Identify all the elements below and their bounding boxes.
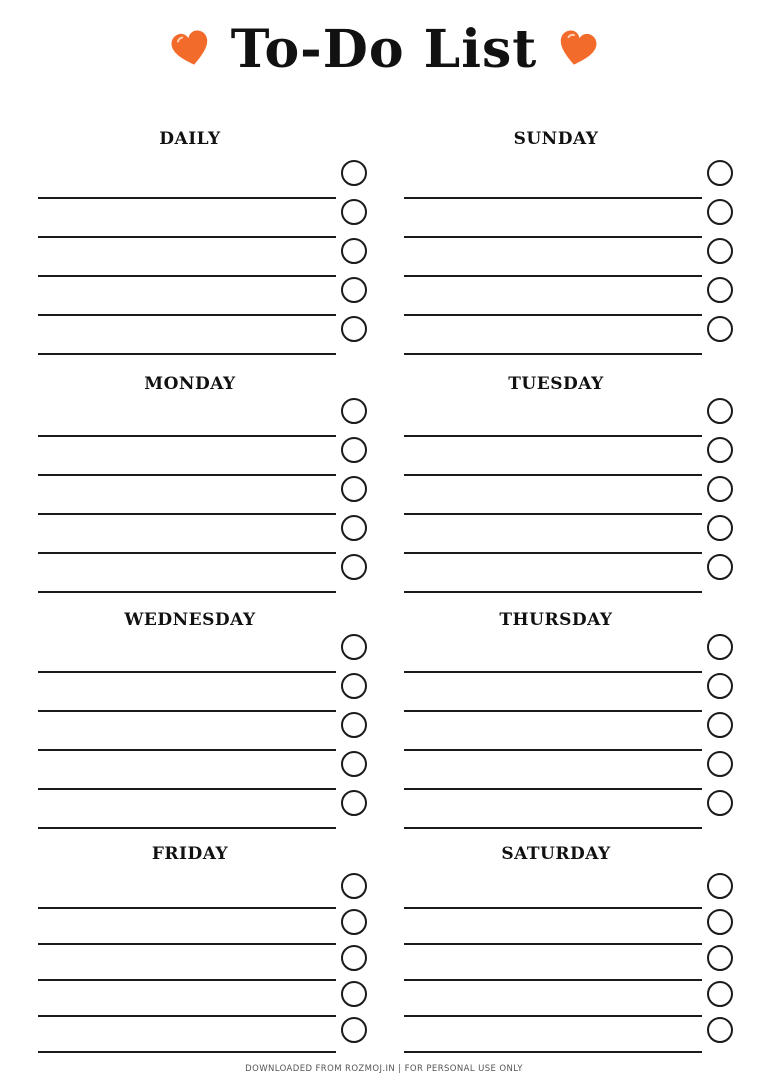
task-list [38, 160, 368, 355]
task-checkbox[interactable] [341, 712, 367, 738]
task-checkbox[interactable] [341, 909, 367, 935]
task-row[interactable] [404, 554, 734, 593]
task-checkbox[interactable] [341, 199, 367, 225]
task-row[interactable] [404, 476, 734, 515]
task-checkbox[interactable] [707, 277, 733, 303]
task-row[interactable] [404, 238, 734, 277]
task-checkbox[interactable] [341, 316, 367, 342]
task-checkbox[interactable] [707, 945, 733, 971]
task-checkbox[interactable] [707, 981, 733, 1007]
task-row[interactable] [38, 790, 368, 829]
task-checkbox[interactable] [707, 238, 733, 264]
heart-icon [167, 26, 214, 73]
task-row[interactable] [38, 238, 368, 277]
task-row[interactable] [404, 673, 734, 712]
task-checkbox[interactable] [341, 751, 367, 777]
section-heading: SATURDAY [501, 844, 611, 864]
page-title: To-Do List [230, 19, 538, 80]
task-checkbox[interactable] [341, 398, 367, 424]
task-row[interactable] [38, 712, 368, 751]
task-checkbox[interactable] [707, 160, 733, 186]
task-checkbox[interactable] [707, 712, 733, 738]
task-checkbox[interactable] [341, 1017, 367, 1043]
task-row[interactable] [38, 945, 368, 981]
task-row[interactable] [38, 873, 368, 909]
task-list [38, 873, 368, 1053]
task-row[interactable] [404, 790, 734, 829]
task-checkbox[interactable] [341, 790, 367, 816]
heart-icon [554, 26, 601, 73]
task-row[interactable] [404, 316, 734, 355]
section-heading: WEDNESDAY [124, 610, 256, 630]
task-line[interactable] [38, 591, 336, 593]
task-checkbox[interactable] [707, 316, 733, 342]
task-row[interactable] [404, 277, 734, 316]
task-checkbox[interactable] [341, 634, 367, 660]
task-row[interactable] [404, 945, 734, 981]
task-checkbox[interactable] [341, 981, 367, 1007]
task-line[interactable] [38, 827, 336, 829]
task-row[interactable] [38, 515, 368, 554]
task-checkbox[interactable] [707, 199, 733, 225]
task-row[interactable] [404, 712, 734, 751]
task-checkbox[interactable] [341, 238, 367, 264]
task-row[interactable] [404, 160, 734, 199]
task-list [404, 398, 734, 593]
section-thursday [404, 609, 734, 829]
task-checkbox[interactable] [707, 673, 733, 699]
task-row[interactable] [38, 316, 368, 355]
task-row[interactable] [404, 437, 734, 476]
page-header [0, 18, 768, 82]
task-row[interactable] [404, 873, 734, 909]
section-heading: FRIDAY [151, 844, 229, 864]
task-checkbox[interactable] [707, 909, 733, 935]
section-saturday [404, 843, 734, 1053]
task-line[interactable] [38, 1051, 336, 1053]
section-heading: THURSDAY [499, 610, 613, 630]
task-list [404, 634, 734, 829]
section-monday [38, 373, 368, 593]
task-row[interactable] [404, 398, 734, 437]
task-row[interactable] [38, 437, 368, 476]
task-line[interactable] [404, 591, 702, 593]
task-list [404, 160, 734, 355]
section-friday [38, 843, 368, 1053]
task-row[interactable] [404, 199, 734, 238]
task-row[interactable] [404, 981, 734, 1017]
task-row[interactable] [38, 1017, 368, 1053]
task-line[interactable] [404, 1051, 702, 1053]
task-checkbox[interactable] [707, 790, 733, 816]
section-tuesday [404, 373, 734, 593]
task-checkbox[interactable] [341, 437, 367, 463]
task-row[interactable] [38, 909, 368, 945]
task-line[interactable] [404, 353, 702, 355]
task-row[interactable] [38, 981, 368, 1017]
task-row[interactable] [38, 476, 368, 515]
task-checkbox[interactable] [707, 554, 733, 580]
task-row[interactable] [404, 634, 734, 673]
task-checkbox[interactable] [707, 1017, 733, 1043]
task-row[interactable] [404, 515, 734, 554]
task-line[interactable] [38, 353, 336, 355]
task-row[interactable] [404, 751, 734, 790]
section-daily [38, 128, 368, 355]
task-list [404, 873, 734, 1053]
task-row[interactable] [38, 554, 368, 593]
task-checkbox[interactable] [341, 945, 367, 971]
section-sunday [404, 128, 734, 355]
task-checkbox[interactable] [707, 437, 733, 463]
task-row[interactable] [38, 398, 368, 437]
section-heading: TUESDAY [508, 374, 604, 394]
task-row[interactable] [38, 751, 368, 790]
section-heading: SUNDAY [513, 129, 599, 149]
task-checkbox[interactable] [707, 634, 733, 660]
task-row[interactable] [404, 1017, 734, 1053]
task-list [38, 634, 368, 829]
task-checkbox[interactable] [341, 277, 367, 303]
task-checkbox[interactable] [341, 673, 367, 699]
task-row[interactable] [404, 909, 734, 945]
task-row[interactable] [38, 634, 368, 673]
task-row[interactable] [38, 160, 368, 199]
task-list [38, 398, 368, 593]
task-checkbox[interactable] [341, 476, 367, 502]
task-row[interactable] [38, 199, 368, 238]
task-row[interactable] [38, 277, 368, 316]
task-checkbox[interactable] [707, 515, 733, 541]
footer-note: DOWNLOADED FROM ROZMOJ.IN | FOR PERSONAL USE ONLY [245, 1064, 523, 1074]
section-heading: DAILY [159, 129, 221, 149]
task-checkbox[interactable] [707, 751, 733, 777]
section-wednesday [38, 609, 368, 829]
task-checkbox[interactable] [341, 515, 367, 541]
task-checkbox[interactable] [341, 160, 367, 186]
task-checkbox[interactable] [707, 398, 733, 424]
task-row[interactable] [38, 673, 368, 712]
task-checkbox[interactable] [707, 873, 733, 899]
task-checkbox[interactable] [341, 554, 367, 580]
section-heading: MONDAY [144, 374, 236, 394]
task-checkbox[interactable] [707, 476, 733, 502]
task-line[interactable] [404, 827, 702, 829]
task-checkbox[interactable] [341, 873, 367, 899]
